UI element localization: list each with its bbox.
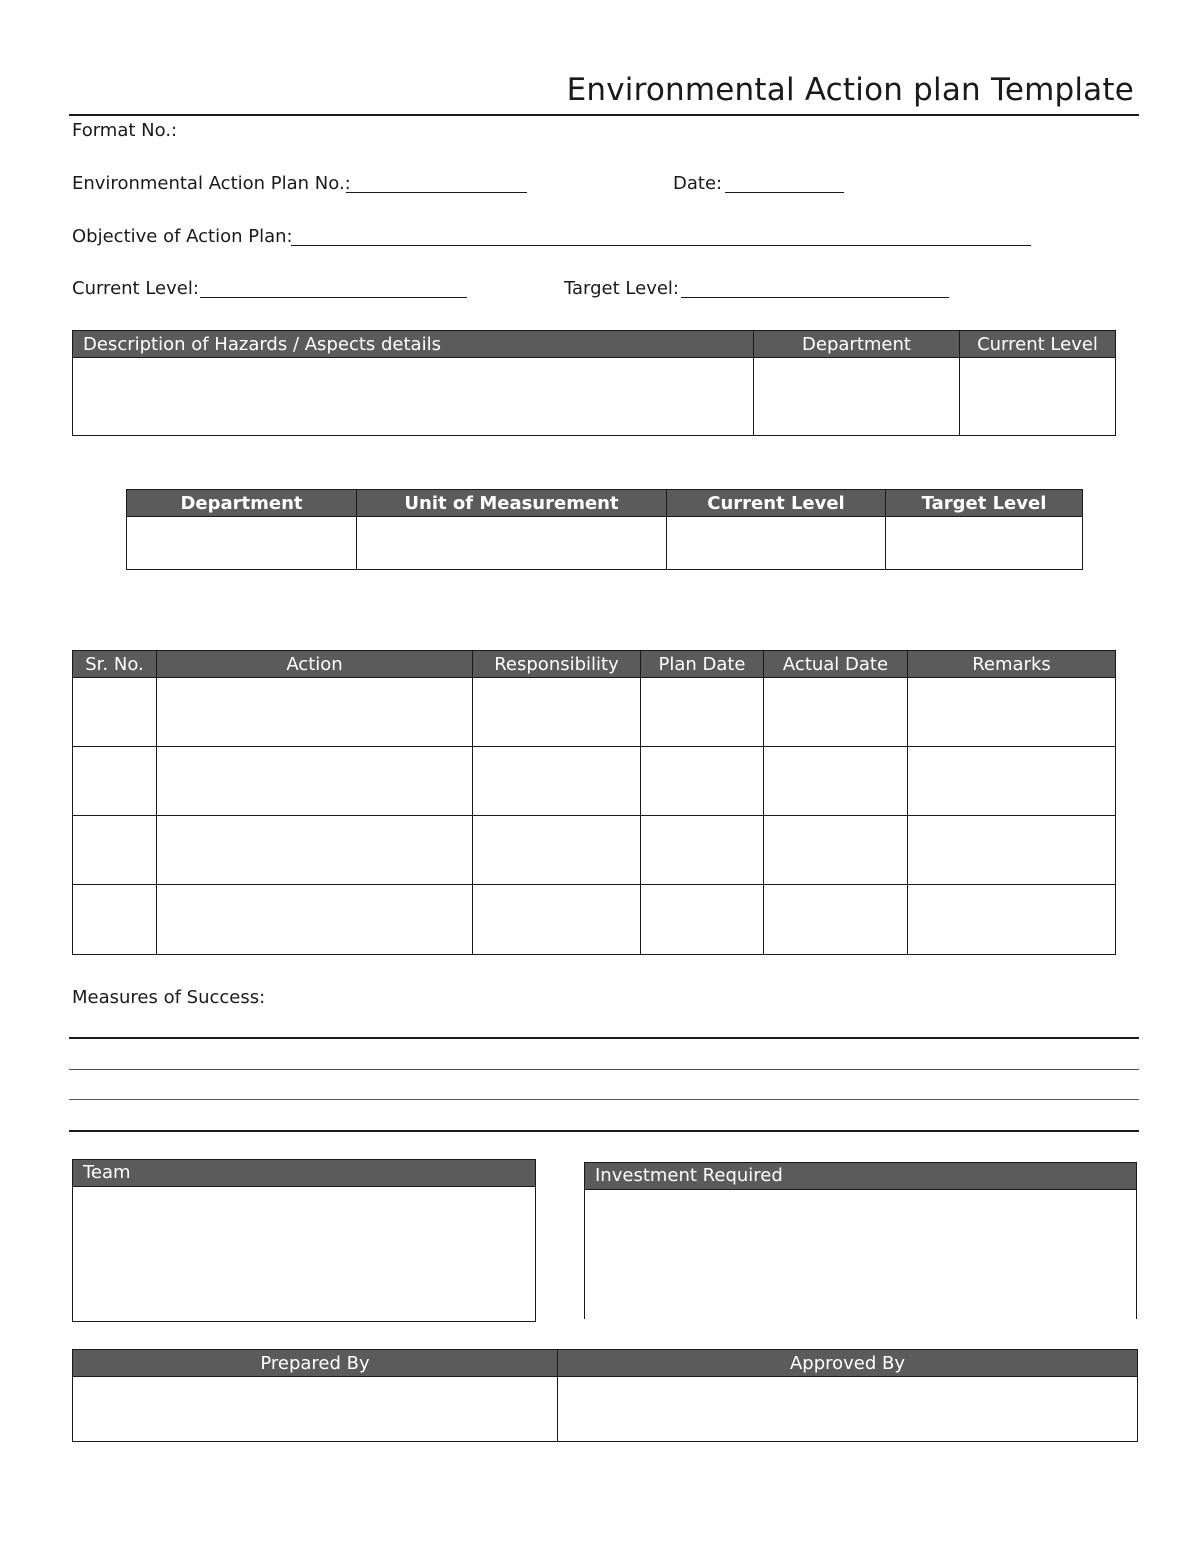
page-title: Environmental Action plan Template	[566, 72, 1134, 108]
team-input-area[interactable]	[73, 1187, 535, 1320]
action-cell[interactable]	[157, 747, 473, 816]
prepared-by-header: Prepared By	[73, 1350, 558, 1377]
measures-line-2[interactable]	[69, 1069, 1139, 1070]
team-panel	[72, 1159, 536, 1322]
action-table	[72, 650, 1116, 955]
hazards-description-cell[interactable]	[73, 358, 754, 436]
action-cell[interactable]	[157, 816, 473, 885]
format-no-label: Format No.:	[72, 120, 178, 141]
action-cell[interactable]	[641, 816, 764, 885]
action-cell[interactable]	[73, 885, 157, 955]
action-cell[interactable]	[73, 816, 157, 885]
measurement-header-row	[127, 490, 1083, 517]
measurement-current-level-cell[interactable]	[667, 517, 886, 570]
measures-line-4[interactable]	[69, 1130, 1139, 1132]
action-actual-date-header: Actual Date	[764, 651, 908, 678]
action-cell[interactable]	[473, 885, 641, 955]
approved-by-header: Approved By	[558, 1350, 1138, 1377]
measurement-department-header: Department	[127, 490, 357, 517]
action-cell[interactable]	[473, 678, 641, 747]
objective-label: Objective of Action Plan:	[72, 226, 293, 247]
hazards-department-cell[interactable]	[754, 358, 960, 436]
action-cell[interactable]	[473, 816, 641, 885]
action-cell[interactable]	[908, 678, 1116, 747]
action-cell[interactable]	[908, 747, 1116, 816]
hazards-header-row	[73, 331, 1116, 358]
hazards-table	[72, 330, 1116, 436]
action-responsibility-header: Responsibility	[473, 651, 641, 678]
measurement-unit-header: Unit of Measurement	[357, 490, 667, 517]
action-cell[interactable]	[73, 678, 157, 747]
action-cell[interactable]	[641, 885, 764, 955]
plan-no-field[interactable]	[346, 192, 527, 193]
measurement-table	[126, 489, 1083, 570]
measurement-department-cell[interactable]	[127, 517, 357, 570]
investment-header: Investment Required	[585, 1163, 1136, 1190]
table-row	[127, 517, 1083, 570]
measurement-unit-cell[interactable]	[357, 517, 667, 570]
investment-panel	[584, 1162, 1137, 1319]
current-level-label: Current Level:	[72, 278, 199, 299]
objective-field[interactable]	[291, 245, 1031, 246]
action-cell[interactable]	[908, 816, 1116, 885]
signoff-table	[72, 1349, 1138, 1442]
measurement-current-level-header: Current Level	[667, 490, 886, 517]
action-cell[interactable]	[641, 678, 764, 747]
action-cell[interactable]	[764, 678, 908, 747]
action-cell[interactable]	[73, 747, 157, 816]
action-cell[interactable]	[157, 678, 473, 747]
action-header-row	[73, 651, 1116, 678]
prepared-by-cell[interactable]	[73, 1377, 558, 1442]
measures-line-1[interactable]	[69, 1037, 1139, 1039]
target-level-field[interactable]	[681, 297, 949, 298]
hazards-description-header: Description of Hazards / Aspects details	[73, 331, 754, 358]
date-field[interactable]	[725, 192, 844, 193]
action-action-header: Action	[157, 651, 473, 678]
measures-label: Measures of Success:	[72, 987, 266, 1008]
hazards-current-level-cell[interactable]	[960, 358, 1116, 436]
target-level-label: Target Level:	[564, 278, 679, 299]
hazards-current-level-header: Current Level	[960, 331, 1116, 358]
action-cell[interactable]	[764, 885, 908, 955]
investment-input-area[interactable]	[585, 1190, 1136, 1318]
measures-line-3[interactable]	[69, 1099, 1139, 1100]
action-cell[interactable]	[908, 885, 1116, 955]
hazards-department-header: Department	[754, 331, 960, 358]
measurement-target-level-cell[interactable]	[886, 517, 1083, 570]
measurement-target-level-header: Target Level	[886, 490, 1083, 517]
table-row	[73, 816, 1116, 885]
action-cell[interactable]	[764, 747, 908, 816]
action-cell[interactable]	[641, 747, 764, 816]
title-divider	[69, 114, 1139, 116]
table-row	[73, 358, 1116, 436]
signoff-header-row	[73, 1350, 1138, 1377]
plan-no-label: Environmental Action Plan No.:	[72, 173, 351, 194]
team-header: Team	[73, 1160, 535, 1187]
table-row	[73, 885, 1116, 955]
action-sr-no-header: Sr. No.	[73, 651, 157, 678]
table-row	[73, 678, 1116, 747]
action-remarks-header: Remarks	[908, 651, 1116, 678]
table-row	[73, 747, 1116, 816]
action-plan-date-header: Plan Date	[641, 651, 764, 678]
action-cell[interactable]	[764, 816, 908, 885]
action-cell[interactable]	[157, 885, 473, 955]
table-row	[73, 1377, 1138, 1442]
action-cell[interactable]	[473, 747, 641, 816]
current-level-field[interactable]	[200, 297, 467, 298]
date-label: Date:	[673, 173, 723, 194]
approved-by-cell[interactable]	[558, 1377, 1138, 1442]
